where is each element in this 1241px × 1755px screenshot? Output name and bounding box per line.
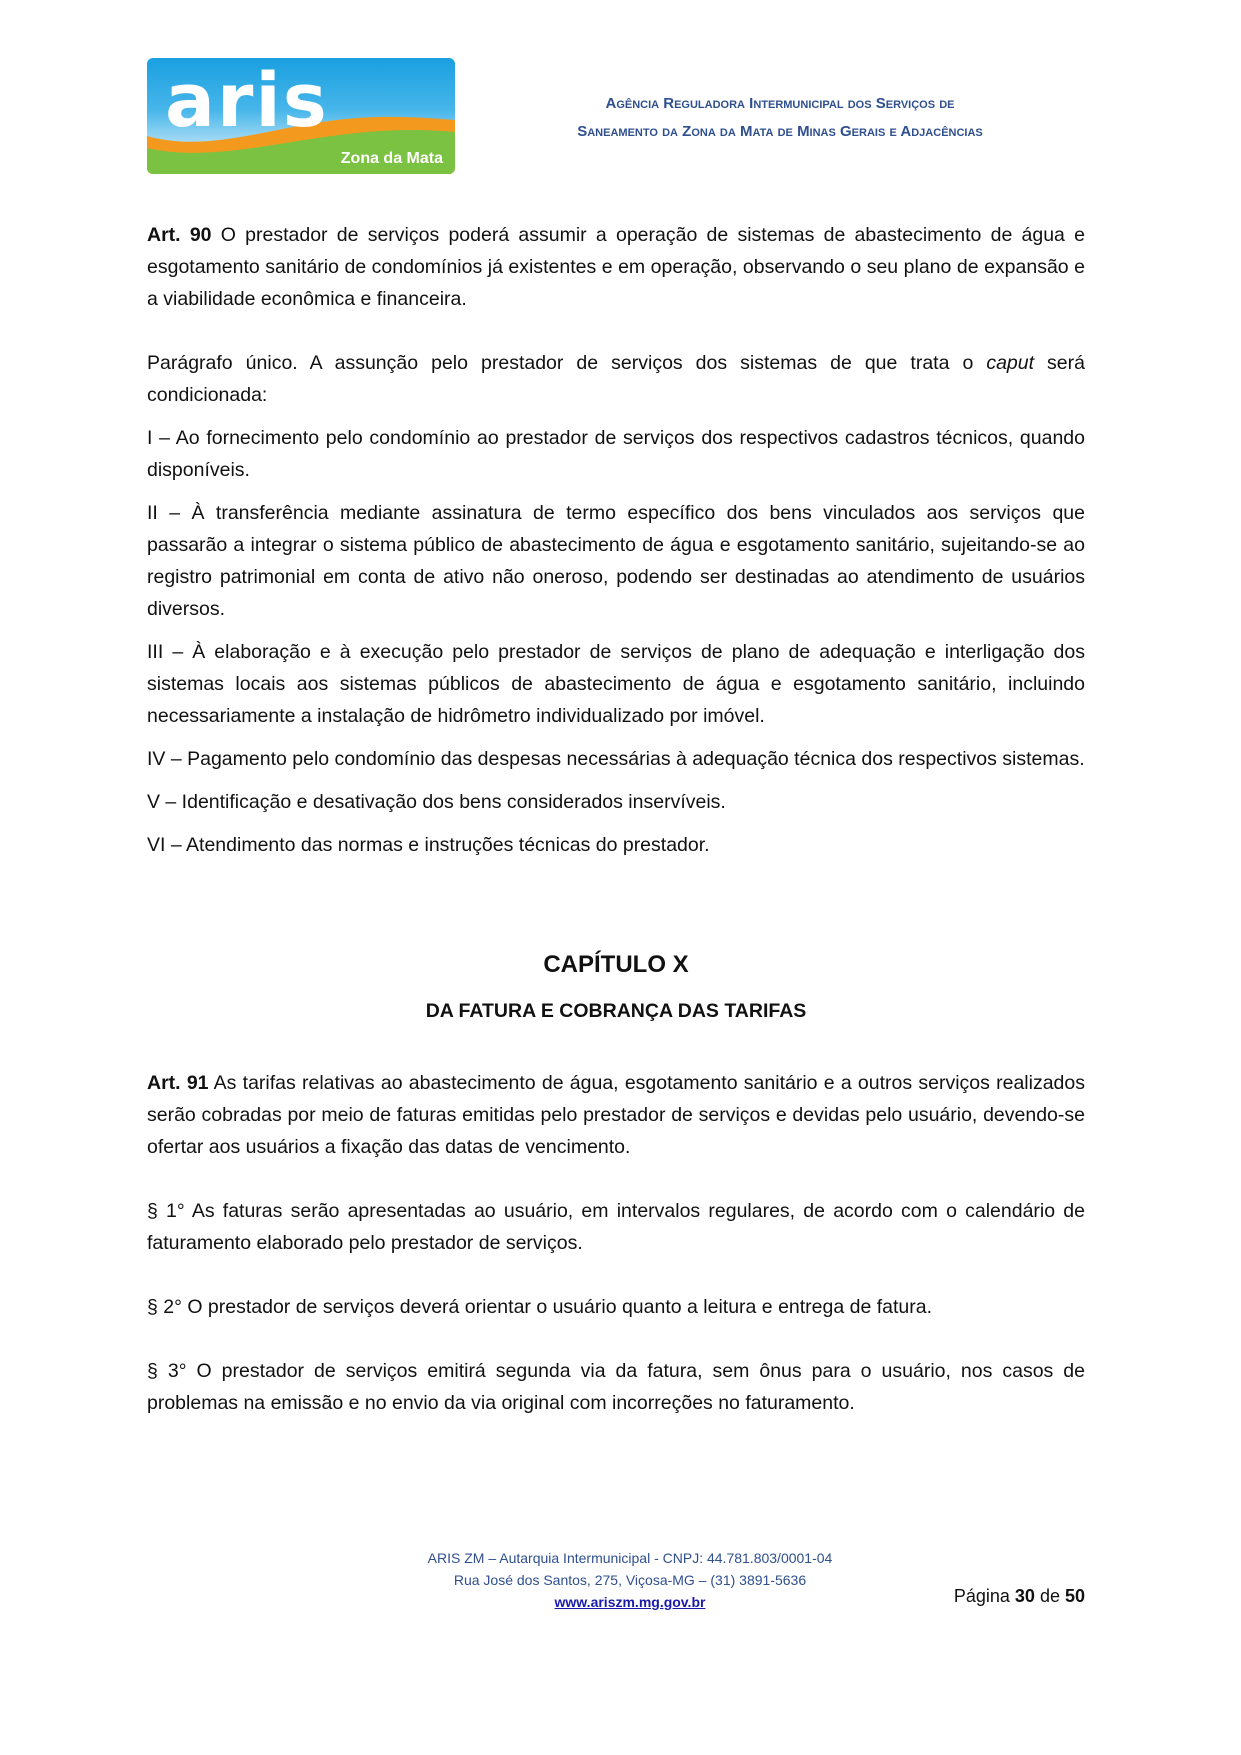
inciso-i: I – Ao fornecimento pelo condomínio ao prestador de serviços dos respectivos cadastros técnicos, quando disponíveis. (147, 427, 1085, 481)
article-label: Art. 90 (147, 224, 212, 246)
page-number (954, 1586, 1085, 1607)
article-label: Art. 91 (147, 1072, 209, 1094)
article-text: O prestador de serviços poderá assumir a operação de sistemas de abastecimento de água e esgotamento sanitário de condomínios já existentes e em operação, observando o seu plano de expansão e a viabilidade econômica e financeira. (147, 224, 1085, 310)
paragrafo-unico (147, 347, 1085, 411)
article-90 (147, 219, 1085, 315)
document-body (147, 219, 1085, 1419)
paragraph-2: § 2° O prestador de serviços deverá orientar o usuário quanto a leitura e entrega de fatura. (147, 1296, 933, 1318)
chapter-title: CAPÍTULO X (543, 951, 689, 978)
article-text: As tarifas relativas ao abastecimento de água, esgotamento sanitário e a outros serviços realizados serão cobradas por meio de faturas emitidas pelo prestador de serviços e devidas pelo usuário, devendo-se ofertar aos usuários a fixação das datas de vencimento. (147, 1072, 1085, 1158)
inciso-v: V – Identificação e desativação dos bens considerados inservíveis. (147, 791, 726, 813)
page-of: de (1034, 1586, 1065, 1606)
paragraph-3: § 3° O prestador de serviços emitirá segunda via da fatura, sem ônus para o usuário, nos casos de problemas na emissão e no envio da via original com incorreções no faturamento. (147, 1360, 1085, 1414)
caput-term: caput (986, 352, 1035, 374)
agency-name-line1: Agência Reguladora Intermunicipal dos Serviços de (605, 95, 955, 112)
paragrafo-text: Parágrafo único. A assunção pelo prestador de serviços dos sistemas de que trata o (147, 352, 987, 374)
page-current: 30 (1014, 1586, 1035, 1606)
page-total: 50 (1064, 1586, 1085, 1606)
page-prefix: Página (953, 1586, 1015, 1606)
article-91 (147, 1067, 1085, 1163)
inciso-iii: III – À elaboração e à execução pelo prestador de serviços de plano de adequação e interligação dos sistemas locais aos sistemas públicos de abastecimento de água e esgotamento sanitário, incluindo necessariamente a instalação de hidrômetro individualizado por imóvel. (147, 641, 1085, 727)
website-link[interactable]: www.ariszm.mg.gov.br (554, 1594, 706, 1610)
logo-subtitle: Zona da Mata (340, 150, 443, 167)
agency-name-line2: Saneamento da Zona da Mata de Minas Gerais e Adjacências (577, 123, 983, 140)
inciso-iv: IV – Pagamento pelo condomínio das despesas necessárias à adequação técnica dos respectivos sistemas. (147, 748, 1085, 770)
chapter-subtitle: DA FATURA E COBRANÇA DAS TARIFAS (425, 1000, 807, 1022)
inciso-vi: VI – Atendimento das normas e instruções técnicas do prestador. (147, 834, 710, 856)
page-footer (380, 1547, 880, 1613)
footer-org-line: ARIS ZM – Autarquia Intermunicipal - CNPJ: 44.781.803/0001-04 (427, 1550, 833, 1566)
logo-wordmark: aris (165, 58, 329, 144)
footer-address-line: Rua José dos Santos, 275, Viçosa-MG – (31) 3891-5636 (453, 1572, 807, 1588)
paragraph-1: § 1° As faturas serão apresentadas ao usuário, em intervalos regulares, de acordo com o calendário de faturamento elaborado pelo prestador de serviços. (147, 1200, 1085, 1254)
aris-logo (147, 58, 455, 174)
inciso-ii: II – À transferência mediante assinatura de termo específico dos bens vinculados aos serviços que passarão a integrar o sistema público de abastecimento de água e esgotamento sanitário, sujeitando-se ao registro patrimonial em conta de ativo não oneroso, podendo ser destinadas ao atendimento de usuários diversos. (147, 502, 1085, 620)
agency-header (500, 90, 1060, 146)
paragrafo-text-end: será condicionada: (147, 352, 1085, 406)
